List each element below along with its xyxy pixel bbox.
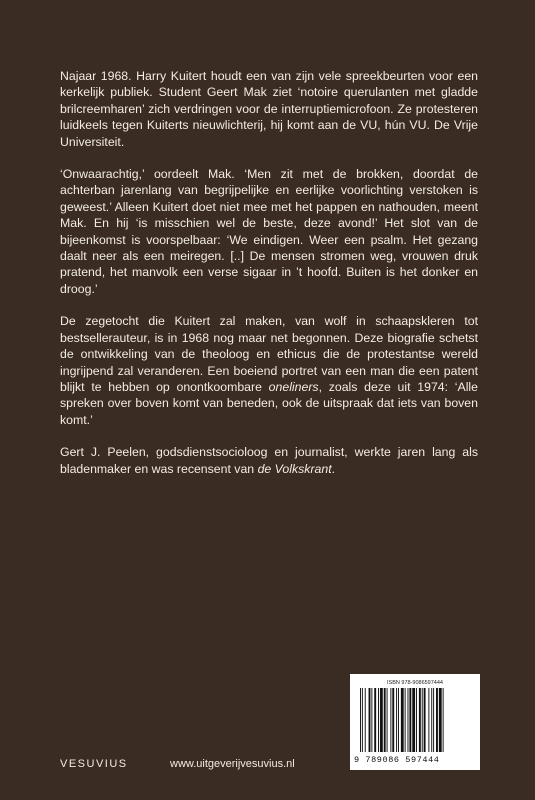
barcode-bar: [439, 688, 442, 752]
barcode-bar: [371, 688, 372, 752]
barcode-bar: [428, 688, 429, 752]
blurb-text: Gert J. Peelen, godsdienstsocioloog en journalist, werkte jaren lang als bladenmaker en was recensent van: [60, 445, 478, 476]
blurb-text: ‘Onwaarachtig,’ oordeelt Mak. ‘Men zit met de brokken, doordat de achterban jarenlang van begrijpelijke en eerlijke voorlichting verstoken is geweest.’ Alleen Kuitert doet niet mee met het pappen en nathouden, meent Mak. En hij ‘is misschien wel de beste, deze avond!’ Het slot van de bijeenkomst is voorspelbaar: ‘We eindigen. Weer een psalm. Het gezang daalt neer als een meiregen. [..] De mensen stromen weg, vrouwen druk pratend, het manvolk een verse sigaar in ’t hoofd. Buiten is het donker en droog.’: [60, 167, 478, 296]
barcode-bar: [362, 688, 363, 752]
barcode-bar: [431, 688, 432, 752]
barcode-bar: [384, 688, 386, 752]
blurb-paragraph-1: [60, 68, 478, 150]
barcode-bars: [360, 688, 470, 752]
blurb-text: Najaar 1968. Harry Kuitert houdt een van zijn vele spreekbeurten voor een kerkelijk publiek. Student Geert Mak ziet ‘notoire querulanten met gladde brilcreemharen’ zich verdringen voor de interruptiemicrofoon. Ze protesteren luidkeels tegen Kuiterts nieuwlichterij, hij komt aan de VU, hún VU. De Vrije Universiteit.: [60, 69, 478, 149]
barcode-bar: [365, 688, 366, 752]
barcode-bar: [390, 688, 391, 752]
barcode-bar: [405, 688, 406, 752]
barcode-bar: [433, 688, 434, 752]
blurb-paragraph-3: [60, 313, 478, 428]
barcode-bar: [412, 688, 415, 752]
barcode-bar: [401, 688, 404, 752]
barcode-bar: [392, 688, 394, 752]
blurb-paragraph-2: [60, 166, 478, 297]
isbn-barcode: [350, 674, 480, 770]
barcode-bar: [422, 688, 423, 752]
barcode-bar: [443, 688, 444, 752]
barcode-bar: [424, 688, 426, 752]
blurb-text: De zegetocht die Kuitert zal maken, van wolf in schaapskleren tot bestsellerauteur, is in 1968 nog maar net begonnen. Deze biografie schetst de ontwikkeling van de theoloog en ethicus die de protestantse wereld ingrijpend zal veranderen. Een boeiend portret van een man die een patent blijkt te hebben op onontkoombare: [60, 314, 478, 394]
barcode-digits: 9 789086 597444: [354, 755, 440, 765]
newspaper-name: de Volkskrant: [257, 461, 332, 476]
barcode-bar: [374, 688, 376, 752]
barcode-bar: [409, 688, 411, 752]
publisher-logo: VESUVIUS: [60, 758, 128, 770]
publisher-website: www.uitgeverijvesuvius.nl: [170, 758, 295, 770]
author-bio: [60, 444, 478, 477]
barcode-bar: [436, 688, 438, 752]
back-cover-blurb: [60, 68, 478, 493]
barcode-bar: [387, 688, 388, 752]
blurb-text: , zoals deze uit 1974: ‘Alle spreken over boven komt van beneden, ook de uitspraak dat iets van boven komt.’: [60, 379, 479, 427]
barcode-bar: [416, 688, 417, 752]
barcode-bar: [369, 688, 371, 752]
barcode-bar: [419, 688, 421, 752]
isbn-label: ISBN 978-9086597444: [387, 680, 443, 686]
barcode-bar: [378, 688, 379, 752]
barcode-bar: [396, 688, 397, 752]
barcode-bar: [360, 688, 361, 752]
barcode-bar: [380, 688, 383, 752]
blurb-italic-text: oneliners: [268, 379, 319, 394]
blurb-text: .: [331, 461, 336, 476]
barcode-bar: [408, 688, 409, 752]
barcode-bar: [398, 688, 399, 752]
